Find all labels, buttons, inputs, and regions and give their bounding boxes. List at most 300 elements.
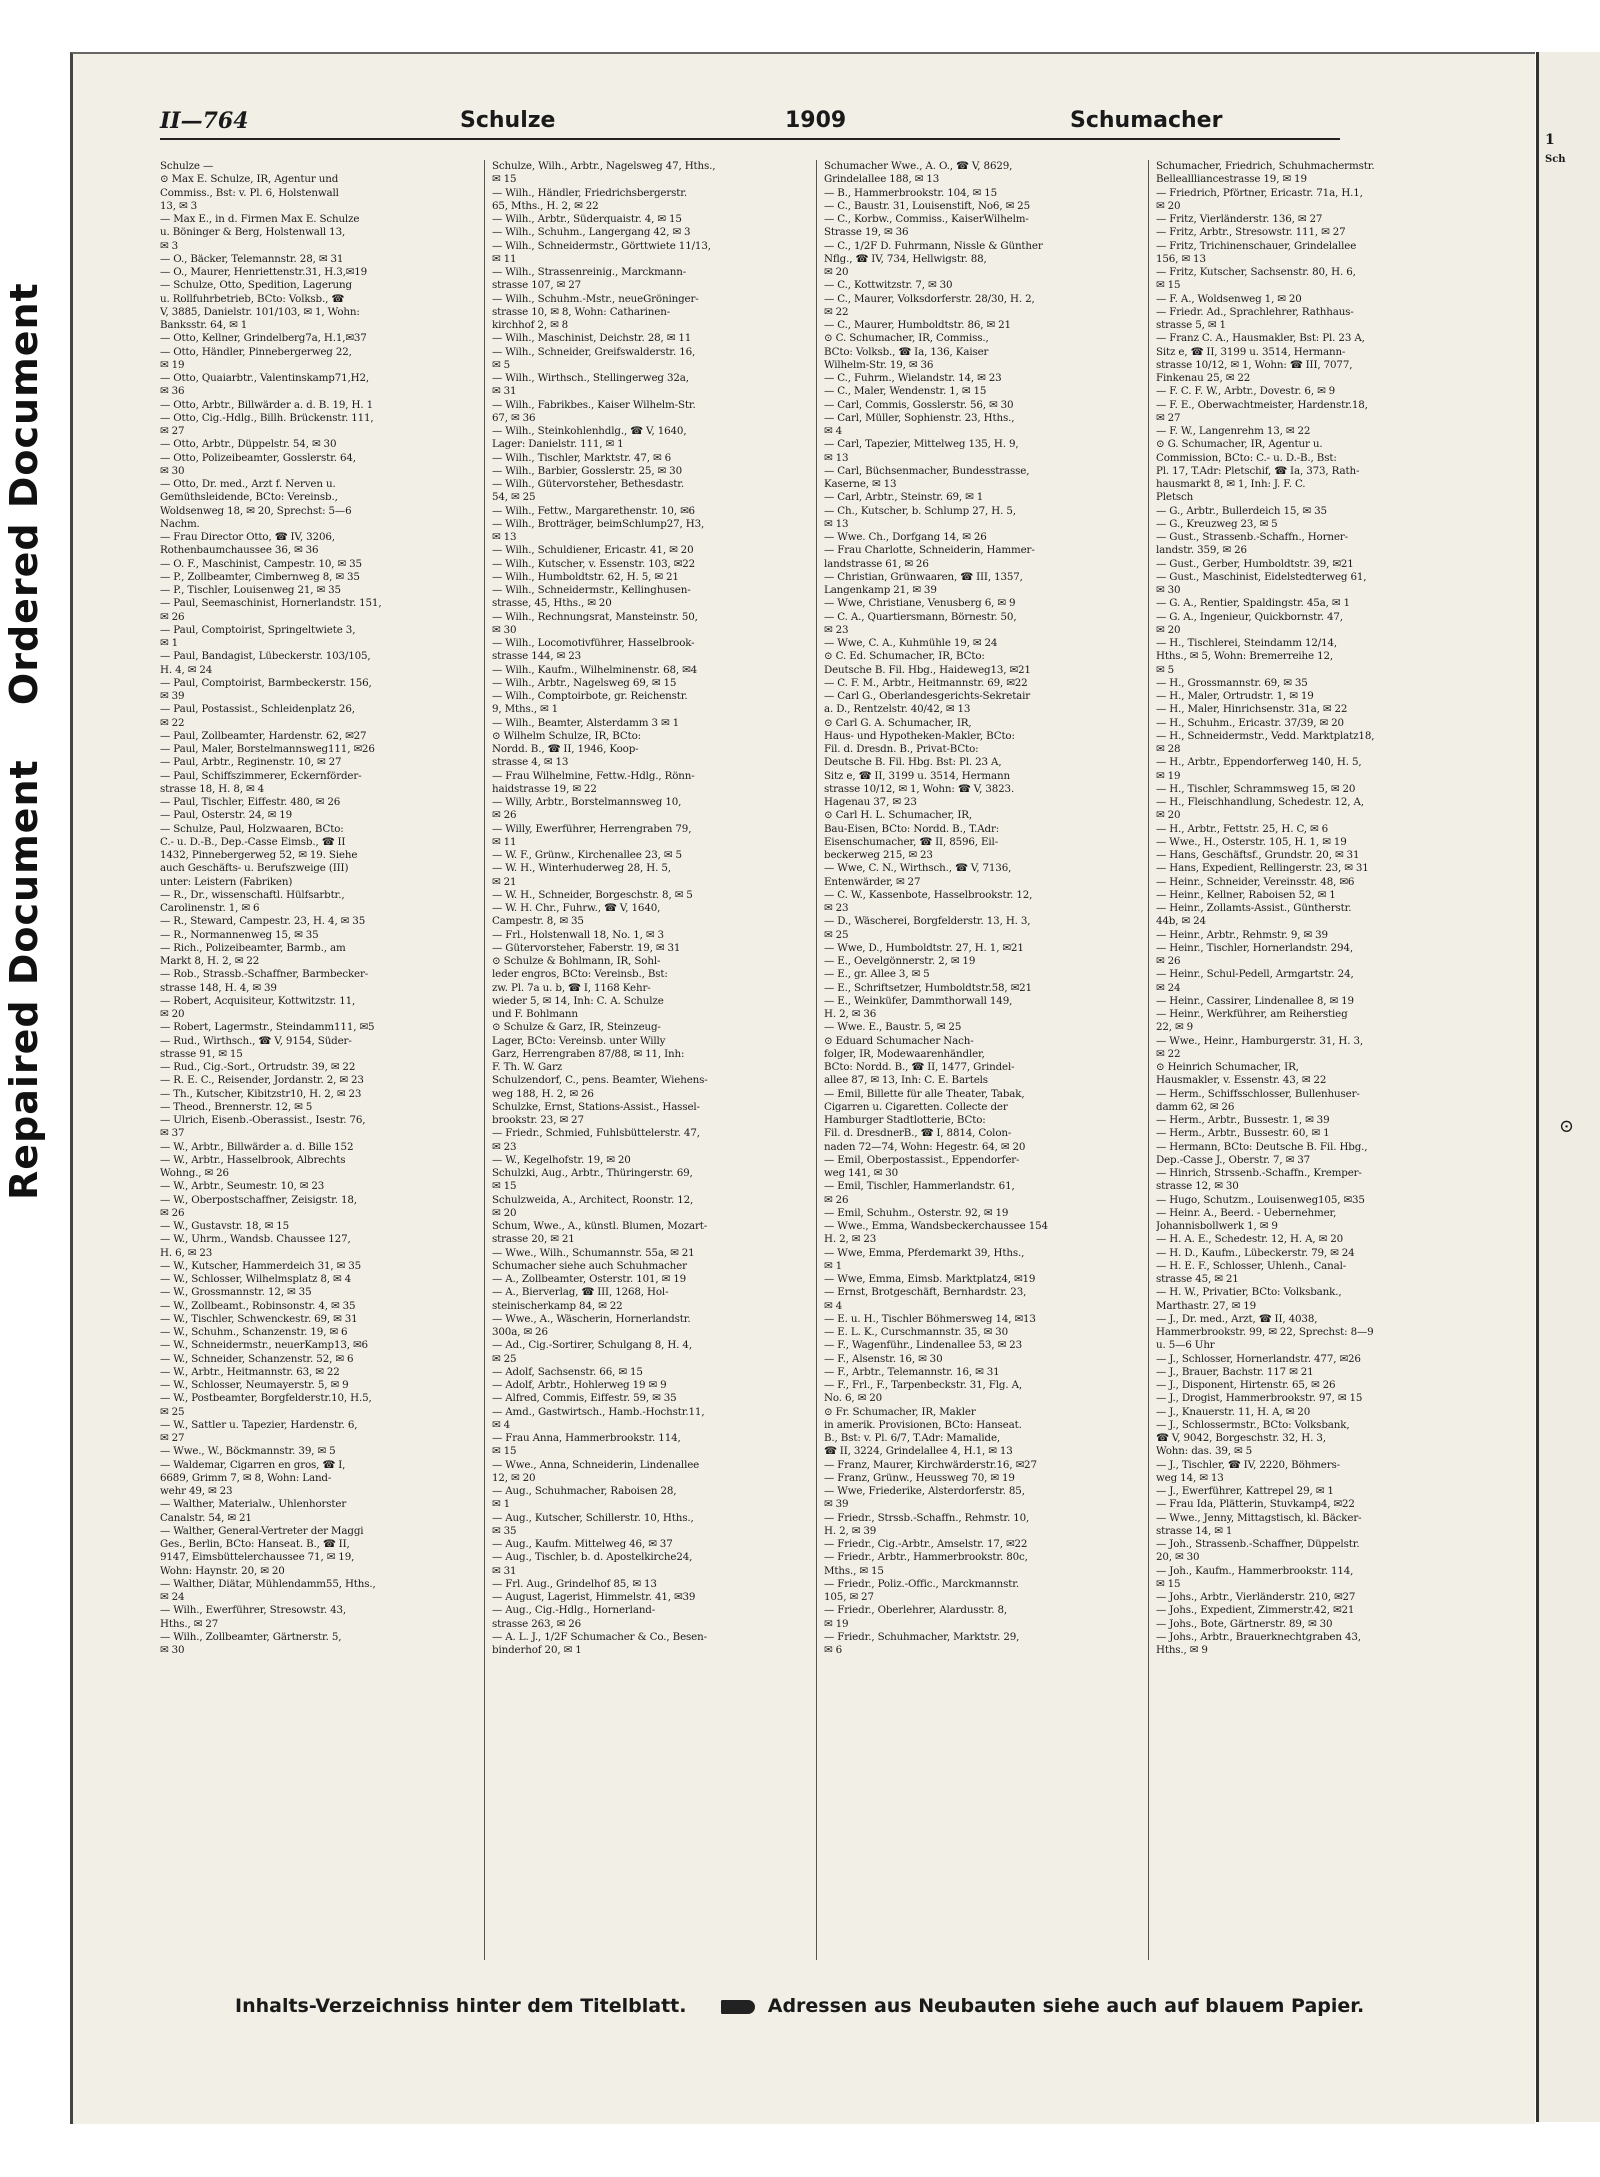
directory-entry-line: ⊙ Schulze & Bohlmann, IR, Sohl-	[492, 955, 661, 967]
directory-entry-line: — F., Arbtr., Telemannstr. 16, ✉ 31	[824, 1365, 1000, 1378]
directory-entry-line: ✉ 4	[824, 1299, 843, 1312]
directory-entry-line: ⊙ Eduard Schumacher Nach-	[824, 1034, 974, 1047]
directory-entry-line: — W., Tischler, Schwenckestr. 69, ✉ 31	[160, 1312, 358, 1325]
directory-entry-line: ✉ 1	[492, 1498, 511, 1511]
directory-entry-line: — D., Wäscherei, Borgfelderstr. 13, H. 3,	[824, 915, 1031, 928]
directory-entry-line: 67, ✉ 36	[492, 411, 536, 424]
directory-entry-line: Schumacher siehe auch Schuhmacher	[492, 1259, 687, 1272]
directory-entry-line: — Walther, General-Vertreter der Maggi	[160, 1524, 364, 1537]
directory-entry-line: strasse 144, ✉ 23	[492, 650, 582, 663]
directory-entry-line: strasse 10, ✉ 8, Wohn: Catharinen-	[492, 305, 671, 318]
directory-entry-line: wieder 5, ✉ 14, Inh: C. A. Schulze	[492, 994, 664, 1007]
directory-entry-line: — Otto, Arbtr., Billwärder a. d. B. 19, H. 1	[160, 398, 373, 411]
directory-entry-line: — Emil, Oberpostassist., Eppendorfer-	[824, 1153, 1020, 1166]
directory-entry-line: — Wilh., Schneidermstr., Görttwiete 11/13,	[492, 239, 711, 252]
directory-entry-line: strasse 18, H. 8, ✉ 4	[160, 782, 264, 795]
directory-entry-line: — Otto, Arbtr., Düppelstr. 54, ✉ 30	[160, 438, 337, 451]
directory-entry-line: ✉ 13	[824, 451, 849, 464]
directory-entry-line: und F. Bohlmann	[492, 1008, 578, 1020]
directory-entry-line: — Alfred, Commis, Eiffestr. 59, ✉ 35	[492, 1392, 677, 1405]
directory-entry-line: Schulzendorf, C., pens. Beamter, Wiehens-	[492, 1074, 708, 1087]
directory-entry-line: 156, ✉ 13	[1156, 252, 1206, 265]
directory-entry-line: — J., Ewerführer, Kattrepel 29, ✉ 1	[1156, 1485, 1334, 1497]
directory-entry-line: — Emil, Schuhm., Osterstr. 92, ✉ 19	[824, 1206, 1009, 1219]
header-right-name: Schumacher	[1070, 108, 1223, 133]
directory-entry-line: ☎ V, 9042, Borgeschstr. 32, H. 3,	[1156, 1432, 1326, 1444]
directory-entry-line: Grindelallee 188, ✉ 13	[824, 173, 940, 186]
directory-entry-line: ✉ 4	[824, 425, 843, 437]
directory-entry-line: — Ernst, Brotgeschäft, Bernhardstr. 23,	[824, 1286, 1027, 1299]
directory-entry-line: Hths., ✉ 27	[160, 1617, 219, 1630]
directory-entry-line: — C., Fuhrm., Wielandstr. 14, ✉ 23	[824, 372, 1002, 384]
directory-entry-line: strasse 14, ✉ 1	[1156, 1524, 1233, 1537]
directory-entry-line: — Th., Kutscher, Kibitzstr10, H. 2, ✉ 23	[160, 1087, 362, 1100]
directory-entry-line: — Heinr., Schul-Pedell, Armgartstr. 24,	[1156, 968, 1354, 981]
column-divider	[816, 160, 817, 1960]
page-footer	[235, 1995, 1435, 2025]
directory-entry-line: — Aug., Tischler, b. d. Apostelkirche24,	[492, 1551, 693, 1564]
directory-entry-line: — Friedr. Ad., Sprachlehrer, Rathhaus-	[1156, 305, 1354, 318]
directory-entry-line: — Hans, Expedient, Rellingerstr. 23, ✉ 31	[1156, 862, 1369, 875]
directory-entry-line: — G., Arbtr., Bullerdeich 15, ✉ 35	[1156, 504, 1327, 517]
directory-entry-line: — Wilh., Schneidermstr., Kellinghusen-	[492, 584, 691, 596]
directory-entry-line: — Wilh., Kutscher, v. Essenstr. 103, ✉22	[492, 557, 695, 570]
directory-entry-line: — J., Schlossermstr., BCto: Volksbank,	[1156, 1418, 1350, 1431]
directory-entry-line: — W., Kutscher, Hammerdeich 31, ✉ 35	[160, 1259, 362, 1272]
directory-entry-line: ✉ 30	[492, 623, 517, 636]
directory-entry-line: — Wilh., Kaufm., Wilhelminenstr. 68, ✉4	[492, 663, 698, 676]
directory-entry-line: ✉ 26	[1156, 955, 1181, 967]
directory-entry-line: — Heinr., Werkführer, am Reiherstieg	[1156, 1008, 1348, 1020]
directory-entry-line: — Frau Charlotte, Schneiderin, Hammer-	[824, 544, 1035, 557]
directory-entry-line: Schum, Wwe., A., künstl. Blumen, Mozart-	[492, 1220, 708, 1232]
directory-entry-line: ✉ 20	[1156, 623, 1181, 636]
directory-entry-line: Sitz e, ☎ II, 3199 u. 3514, Hermann-	[1156, 345, 1346, 358]
directory-entry-line: — Fritz, Vierländerstr. 136, ✉ 27	[1156, 213, 1323, 225]
directory-entry-line: ✉ 23	[492, 1140, 517, 1153]
directory-entry-line: — E. u. H., Tischler Böhmersweg 14, ✉13	[824, 1312, 1036, 1325]
directory-entry-line: — Waldemar, Cigarren en gros, ☎ I,	[160, 1458, 346, 1471]
directory-entry-line: — F., Alsenstr. 16, ✉ 30	[824, 1352, 943, 1365]
directory-entry-line: — Rud., Cig.-Sort., Ortrudstr. 39, ✉ 22	[160, 1061, 356, 1073]
directory-entry-line: ✉ 15	[1156, 279, 1181, 292]
directory-entry-line: ✉ 37	[160, 1127, 185, 1140]
directory-entry-line: Wohng., ✉ 26	[160, 1167, 229, 1179]
directory-entry-line: — Emil, Tischler, Hammerlandstr. 61,	[824, 1180, 1015, 1193]
directory-entry-line: — W. H., Schneider, Borgeschstr. 8, ✉ 5	[492, 888, 693, 901]
directory-entry-line: Ges., Berlin, BCto: Hanseat. B., ☎ II,	[160, 1538, 350, 1550]
directory-entry-line: — Frau Director Otto, ☎ IV, 3206,	[160, 531, 335, 543]
directory-entry-line: Schulzweida, A., Architect, Roonstr. 12,	[492, 1193, 694, 1206]
directory-entry-line: — W. H., Winterhuderweg 28, H. 5,	[492, 862, 671, 875]
directory-entry-line: — Wilh., Arbtr., Nagelsweg 69, ✉ 15	[492, 676, 677, 689]
directory-entry-line: ✉ 19	[1156, 769, 1181, 782]
directory-entry-line: — Adolf, Arbtr., Hohlerweg 19 ✉ 9	[492, 1379, 667, 1391]
directory-entry-line: — C., Maurer, Humboldtstr. 86, ✉ 21	[824, 319, 1011, 331]
directory-entry-line: — Gust., Maschinist, Eidelstedterweg 61,	[1156, 570, 1367, 583]
directory-entry-line: — H., Arbtr., Fettstr. 25, H. C, ✉ 6	[1156, 822, 1329, 835]
directory-entry-line: — Wilh., Beamter, Alsterdamm 3 ✉ 1	[492, 716, 680, 729]
directory-entry-line: — Wilh., Schuhm., Langergang 42, ✉ 3	[492, 226, 691, 239]
directory-entry-line: — Rob., Strassb.-Schaffner, Barmbecker-	[160, 968, 369, 981]
directory-entry-line: ✉ 27	[160, 425, 185, 437]
directory-entry-line: — Wwe., H., Osterstr. 105, H. 1, ✉ 19	[1156, 835, 1347, 848]
directory-entry-line: — F., Frl., F., Tarpenbeckstr. 31, Flg. A,	[824, 1379, 1022, 1391]
directory-entry-line: ✉ 15	[492, 173, 517, 186]
directory-entry-line: — Herm., Arbtr., Bussestr. 60, ✉ 1	[1156, 1127, 1330, 1140]
directory-entry-line: — Wwe, Emma, Eimsb. Marktplatz4, ✉19	[824, 1273, 1036, 1285]
directory-entry-line: — Rich., Polizeibeamter, Barmb., am	[160, 941, 346, 954]
directory-entry-line: — Wilh., Schuhm.-Mstr., neueGröninger-	[492, 292, 699, 305]
directory-entry-line: beckerweg 215, ✉ 23	[824, 849, 933, 861]
stamp-repaired: Repaired Document	[2, 759, 46, 1200]
directory-entry-line: — H. E. F., Schlosser, Uhlenh., Canal-	[1156, 1259, 1347, 1272]
directory-entry-line: 20, ✉ 30	[1156, 1551, 1200, 1564]
directory-entry-line: allee 87, ✉ 13, Inh: C. E. Bartels	[824, 1074, 988, 1087]
column-2	[492, 160, 810, 1970]
directory-entry-line: — Paul, Zollbeamter, Hardenstr. 62, ✉27	[160, 729, 367, 742]
directory-entry-line: — Joh., Kaufm., Hammerbrookstr. 114,	[1156, 1564, 1354, 1577]
directory-entry-line: — Gust., Strassenb.-Schaffn., Horner-	[1156, 531, 1348, 543]
directory-entry-line: — Johs., Arbtr., Vierländerstr. 210, ✉27	[1156, 1591, 1356, 1603]
directory-entry-line: — Wwe, Christiane, Venusberg 6, ✉ 9	[824, 597, 1016, 610]
page-header	[160, 108, 1340, 140]
directory-entry-line: — H., Schneidermstr., Vedd. Marktplatz18,	[1156, 729, 1375, 742]
directory-entry-line: — Hans, Geschäftsf., Grundstr. 20, ✉ 31	[1156, 849, 1360, 861]
directory-entry-line: — W. F., Grünw., Kirchenallee 23, ✉ 5	[492, 849, 682, 861]
directory-entry-line: — C., Korbw., Commiss., KaiserWilhelm-	[824, 213, 1029, 225]
directory-entry-line: ✉ 13	[492, 531, 517, 543]
directory-entry-line: ⊙ Carl G. A. Schumacher, IR,	[824, 716, 972, 729]
directory-entry-line: a. D., Rentzelstr. 40/42, ✉ 13	[824, 703, 971, 716]
directory-entry-line: Marthastr. 27, ✉ 19	[1156, 1299, 1257, 1312]
directory-entry-line: F. Th. W. Garz	[492, 1061, 563, 1073]
directory-entry-line: ✉ 31	[492, 385, 517, 398]
directory-entry-line: — Carl, Büchsenmacher, Bundesstrasse,	[824, 464, 1030, 477]
directory-entry-line: — R., Steward, Campestr. 23, H. 4, ✉ 35	[160, 915, 366, 928]
directory-entry-line: — Wwe, C. N., Wirthsch., ☎ V, 7136,	[824, 862, 1012, 875]
directory-entry-line: landstr. 359, ✉ 26	[1156, 544, 1247, 557]
directory-entry-line: strasse 107, ✉ 27	[492, 279, 582, 292]
directory-entry-line: — W., Arbtr., Seumestr. 10, ✉ 23	[160, 1180, 325, 1193]
directory-entry-line: Deutsche B. Fil. Hbg., Haideweg13, ✉21	[824, 663, 1031, 676]
directory-entry-line: — Paul, Arbtr., Reginenstr. 10, ✉ 27	[160, 756, 342, 769]
directory-entry-line: — C. A., Quartiersmann, Börnestr. 50,	[824, 610, 1017, 623]
directory-entry-line: binderhof 20, ✉ 1	[492, 1644, 582, 1656]
directory-entry-line: — Paul, Tischler, Eiffestr. 480, ✉ 26	[160, 796, 341, 808]
directory-entry-line: — W., Zollbeamt., Robinsonstr. 4, ✉ 35	[160, 1299, 356, 1312]
directory-entry-line: BCto: Nordd. B., ☎ II, 1477, Grindel-	[824, 1061, 1015, 1073]
directory-entry-line: strasse, 45, Hths., ✉ 20	[492, 597, 612, 610]
directory-entry-line: — H. D., Kaufm., Lübeckerstr. 79, ✉ 24	[1156, 1246, 1355, 1259]
directory-entry-line: ✉ 25	[160, 1405, 185, 1418]
directory-entry-line: — Willy, Arbtr., Borstelmannsweg 10,	[492, 796, 682, 808]
directory-entry-line: — C., 1/2F D. Fuhrmann, Nissle & Günther	[824, 239, 1043, 252]
directory-entry-line: — Paul, Maler, Borstelmannsweg111, ✉26	[160, 743, 375, 755]
directory-entry-line: — Max E., in d. Firmen Max E. Schulze	[160, 213, 360, 225]
directory-entry-line: — Friedr., Arbtr., Hammerbrookstr. 80c,	[824, 1551, 1028, 1564]
directory-entry-line: ⊙ Schulze & Garz, IR, Steinzeug-	[492, 1021, 661, 1034]
directory-entry-line: — E. L. K., Curschmannstr. 35, ✉ 30	[824, 1326, 1008, 1338]
directory-entry-line: — Aug., Kaufm. Mittelweg 46, ✉ 37	[492, 1538, 673, 1550]
directory-entry-line: 9, Mths., ✉ 1	[492, 703, 559, 716]
directory-entry-line: ⊙ C. Schumacher, IR, Commiss.,	[824, 332, 989, 345]
directory-entry-line: — A., Zollbeamter, Osterstr. 101, ✉ 19	[492, 1273, 687, 1285]
directory-entry-line: — Wilh., Gütervorsteher, Bethesdastr.	[492, 478, 685, 490]
directory-entry-line: — Paul, Bandagist, Lübeckerstr. 103/105,	[160, 650, 371, 663]
column-divider	[1148, 160, 1149, 1960]
directory-entry-line: — August, Lagerist, Himmelstr. 41, ✉39	[492, 1591, 696, 1603]
directory-entry-line: ✉ 4	[492, 1418, 511, 1431]
directory-entry-line: — Herm., Schiffsschlosser, Bullenhuser-	[1156, 1087, 1360, 1100]
directory-entry-line: Canalstr. 54, ✉ 21	[160, 1511, 252, 1524]
directory-entry-line: — Herm., Arbtr., Bussestr. 1, ✉ 39	[1156, 1114, 1330, 1126]
directory-entry-line: Entenwärder, ✉ 27	[824, 875, 921, 888]
directory-entry-line: ⊙ Wilhelm Schulze, IR, BCto:	[492, 729, 641, 742]
directory-entry-line: — Fritz, Kutscher, Sachsenstr. 80, H. 6,	[1156, 266, 1356, 278]
directory-entry-line: Markt 8, H. 2, ✉ 22	[160, 955, 260, 967]
next-page-heading: 1	[1545, 132, 1555, 148]
directory-entry-line: 6689, Grimm 7, ✉ 8, Wohn: Land-	[160, 1471, 332, 1484]
directory-entry-line: — J., Drogist, Hammerbrookstr. 97, ✉ 15	[1156, 1392, 1363, 1405]
directory-entry-line: u. Rollfuhrbetrieb, BCto: Volksb., ☎	[160, 292, 345, 305]
directory-entry-line: — Franz, Grünw., Heussweg 70, ✉ 19	[824, 1471, 1015, 1484]
directory-entry-line: ✉ 36	[160, 385, 185, 398]
directory-entry-line: — F. W., Langenrehm 13, ✉ 22	[1156, 425, 1311, 437]
directory-entry-line: — Wwe., Wilh., Schumannstr. 55a, ✉ 21	[492, 1246, 695, 1259]
directory-entry-line: — Rud., Wirthsch., ☎ V, 9154, Süder-	[160, 1034, 352, 1047]
directory-entry-line: — O., Maurer, Henriettenstr.31, H.3,✉19	[160, 266, 368, 278]
directory-entry-line: Hamburger Stadtlotterie, BCto:	[824, 1114, 986, 1126]
directory-entry-line: ✉ 30	[160, 1644, 185, 1656]
directory-entry-line: ⊙ Carl H. L. Schumacher, IR,	[824, 809, 973, 822]
directory-entry-line: strasse 20, ✉ 21	[492, 1233, 575, 1246]
directory-entry-line: — E., Weinküfer, Dammthorwall 149,	[824, 994, 1013, 1007]
directory-entry-line: strasse 263, ✉ 26	[492, 1617, 582, 1630]
directory-entry-line: Nflg., ☎ IV, 734, Hellwigstr. 88,	[824, 252, 987, 265]
directory-entry-line: — Wwe., W., Böckmannstr. 39, ✉ 5	[160, 1445, 336, 1458]
directory-entry-line: — W., Arbtr., Heitmannstr. 63, ✉ 22	[160, 1365, 340, 1378]
directory-entry-line: Gemüthsleidende, BCto: Vereinsb.,	[160, 491, 338, 504]
next-page-mark: ⊙	[1559, 1116, 1575, 1137]
directory-entry-line: — Wwe, Friederike, Alsterdorferstr. 85,	[824, 1485, 1025, 1497]
directory-entry-line: Finkenau 25, ✉ 22	[1156, 372, 1251, 384]
directory-entry-line: ✉ 20	[824, 266, 849, 278]
directory-entry-line: — H., Arbtr., Eppendorferweg 140, H. 5,	[1156, 756, 1362, 769]
directory-entry-line: — Wwe., A., Wäscherin, Hornerlandstr.	[492, 1312, 691, 1325]
directory-entry-line: ✉ 22	[1156, 1047, 1181, 1060]
directory-entry-line: ✉ 24	[1156, 981, 1181, 994]
directory-entry-line: Strasse 19, ✉ 36	[824, 226, 909, 239]
directory-entry-line: ⊙ C. Ed. Schumacher, IR, BCto:	[824, 650, 985, 663]
directory-entry-line: — Frau Ida, Plätterin, Stuvkamp4, ✉22	[1156, 1498, 1355, 1511]
directory-entry-line: — W., Kegelhofstr. 19, ✉ 20	[492, 1153, 631, 1166]
directory-entry-line: ⊙ Heinrich Schumacher, IR,	[1156, 1061, 1299, 1073]
directory-entry-line: 105, ✉ 27	[824, 1591, 874, 1603]
directory-entry-line: — Johs., Arbtr., Brauerknechtgraben 43,	[1156, 1630, 1361, 1643]
directory-entry-line: ✉ 31	[492, 1564, 517, 1577]
directory-entry-line: — J., Knauerstr. 11, H. A, ✉ 20	[1156, 1405, 1311, 1418]
header-left-name: Schulze	[460, 108, 556, 133]
directory-entry-line: — J., Brauer, Bachstr. 117 ✉ 21	[1156, 1365, 1314, 1378]
directory-entry-line: — R., Dr., wissenschaftl. Hülfsarbtr.,	[160, 888, 345, 901]
directory-entry-line: Wohn: Haynstr. 20, ✉ 20	[160, 1564, 285, 1577]
column-1	[160, 160, 478, 1970]
directory-entry-line: — Fritz, Trichinenschauer, Grindelallee	[1156, 239, 1357, 252]
directory-entry-line: ✉ 20	[160, 1008, 185, 1020]
directory-entry-line: Hausmakler, v. Essenstr. 43, ✉ 22	[1156, 1074, 1327, 1087]
directory-entry-line: — W., Schneidermstr., neuerKamp13, ✉6	[160, 1339, 368, 1352]
directory-entry-line: Pl. 17, T.Adr: Pletschif, ☎ Ia, 373, Rath-	[1156, 464, 1360, 477]
directory-entry-line: — Wwe. Ch., Dorfgang 14, ✉ 26	[824, 531, 987, 543]
directory-entry-line: — Ulrich, Eisenb.-Oberassist., Isestr. 76,	[160, 1114, 366, 1126]
directory-entry-line: 13, ✉ 3	[160, 199, 198, 212]
directory-entry-line: — J., Disponent, Hirtenstr. 65, ✉ 26	[1156, 1379, 1336, 1391]
directory-entry-line: — Aug., Kutscher, Schillerstr. 10, Hths.,	[492, 1511, 694, 1524]
directory-entry-line: 300a, ✉ 26	[492, 1326, 548, 1338]
side-stamp	[2, 200, 46, 1200]
directory-entry-line: ✉ 26	[160, 610, 185, 623]
directory-entry-line: — Schulze, Otto, Spedition, Lagerung	[160, 279, 352, 292]
directory-entry-line: — W., Gustavstr. 18, ✉ 15	[160, 1220, 290, 1232]
directory-entry-line: ✉ 35	[492, 1524, 517, 1537]
directory-entry-line: Commission, BCto: C.- u. D.-B., Bst:	[1156, 451, 1337, 464]
directory-entry-line: Hammerbrookstr. 99, ✉ 22, Sprechst: 8—9	[1156, 1326, 1374, 1338]
directory-entry-line: — H., Tischlerei, Steindamm 12/14,	[1156, 637, 1338, 649]
directory-entry-line: — Paul, Comptoirist, Springeltwiete 3,	[160, 623, 356, 636]
directory-entry-line: strasse 5, ✉ 1	[1156, 319, 1226, 331]
directory-entry-line: — W., Schlosser, Wilhelmsplatz 8, ✉ 4	[160, 1273, 352, 1285]
directory-entry-line: — Ch., Kutscher, b. Schlump 27, H. 5,	[824, 504, 1016, 517]
directory-entry-line: ✉ 25	[492, 1352, 517, 1365]
directory-entry-line: — Wilh., Händler, Friedrichsbergerstr.	[492, 186, 688, 199]
directory-entry-line: ✉ 15	[1156, 1577, 1181, 1590]
directory-entry-line: ✉ 5	[492, 358, 511, 371]
directory-entry-line: — C., Kottwitzstr. 7, ✉ 30	[824, 279, 953, 292]
directory-entry-line: — Wilh., Maschinist, Deichstr. 28, ✉ 11	[492, 332, 692, 345]
directory-entry-line: 1432, Pinnebergerweg 52, ✉ 19. Siehe	[160, 849, 358, 861]
directory-entry-line: ✉ 22	[824, 305, 849, 318]
directory-entry-line: 9147, Eimsbüttelerchaussee 71, ✉ 19,	[160, 1551, 355, 1564]
directory-entry-line: strasse 12, ✉ 30	[1156, 1180, 1239, 1193]
directory-entry-line: — Friedr., Strssb.-Schaffn., Rehmstr. 10,	[824, 1511, 1030, 1524]
header-year: 1909	[785, 108, 847, 133]
directory-entry-line: — R., Normannenweg 15, ✉ 35	[160, 928, 319, 941]
directory-entry-line: — H., Schuhm., Ericastr. 37/39, ✉ 20	[1156, 716, 1344, 729]
directory-entry-line: — Wilh., Brotträger, beimSchlump27, H3,	[492, 517, 705, 530]
directory-entry-line: — Wwe, Emma, Pferdemarkt 39, Hths.,	[824, 1246, 1025, 1259]
directory-entry-line: Carolinenstr. 1, ✉ 6	[160, 902, 260, 914]
directory-entry-line: — W., Schlosser, Neumayerstr. 5, ✉ 9	[160, 1379, 349, 1391]
next-page-edge	[1536, 52, 1600, 2122]
column-divider	[484, 160, 485, 1960]
directory-entry-line: brookstr. 23, ✉ 27	[492, 1114, 584, 1126]
directory-entry-line: u. Böninger & Berg, Holstenwall 13,	[160, 226, 346, 239]
directory-entry-line: — Otto, Dr. med., Arzt f. Nerven u.	[160, 478, 336, 490]
directory-entry-line: ⊙ G. Schumacher, IR, Agentur u.	[1156, 438, 1323, 451]
directory-entry-line: — H., Grossmannstr. 69, ✉ 35	[1156, 676, 1308, 689]
directory-entry-line: — J., Dr. med., Arzt, ☎ II, 4038,	[1156, 1312, 1318, 1325]
column-3	[824, 160, 1142, 1970]
directory-entry-line: Bau-Eisen, BCto: Nordd. B., T.Adr:	[824, 822, 1000, 835]
directory-entry-line: — W. H. Chr., Fuhrw., ☎ V, 1640,	[492, 902, 661, 914]
directory-entry-line: Schulze, Wilh., Arbtr., Nagelsweg 47, Hths.,	[492, 160, 716, 172]
directory-entry-line: Hths., ✉ 9	[1156, 1644, 1208, 1656]
directory-entry-line: kirchhof 2, ✉ 8	[492, 319, 569, 331]
directory-entry-line: Mths., ✉ 15	[824, 1564, 884, 1577]
directory-entry-line: Langenkamp 21, ✉ 39	[824, 584, 937, 596]
directory-entry-line: — Paul, Comptoirist, Barmbeckerstr. 156,	[160, 676, 372, 689]
directory-entry-line: — Wilh., Schuldiener, Ericastr. 41, ✉ 20	[492, 544, 694, 557]
directory-entry-line: ✉ 1	[824, 1259, 843, 1272]
stamp-ordered: Ordered Document	[2, 282, 46, 706]
directory-entry-line: — Hermann, BCto: Deutsche B. Fil. Hbg.,	[1156, 1140, 1368, 1153]
directory-entry-line: ✉ 23	[824, 623, 849, 636]
directory-entry-line: H. 4, ✉ 24	[160, 663, 213, 676]
directory-entry-line: — Heinr., Arbtr., Rehmstr. 9, ✉ 39	[1156, 928, 1328, 941]
directory-entry-line: — Wilh., Steinkohlenhdlg., ☎ V, 1640,	[492, 425, 687, 437]
directory-entry-line: Lager, BCto: Vereinsb. unter Willy	[492, 1034, 666, 1047]
directory-entry-line: naden 72—74, Wohn: Hegestr. 64, ✉ 20	[824, 1140, 1026, 1153]
directory-entry-line: — Wilh., Strassenreinig., Marckmann-	[492, 266, 687, 278]
directory-entry-line: — Heinr., Schneider, Vereinsstr. 48, ✉6	[1156, 875, 1355, 888]
directory-entry-line: — Walther, Materialw., Uhlenhorster	[160, 1498, 347, 1511]
directory-entry-line: — W., Grossmannstr. 12, ✉ 35	[160, 1286, 312, 1299]
directory-entry-line: — R. E. C., Reisender, Jordanstr. 2, ✉ 23	[160, 1074, 364, 1087]
directory-entry-line: — Gust., Gerber, Humboldtstr. 39, ✉21	[1156, 557, 1354, 570]
directory-entry-line: ⊙ Fr. Schumacher, IR, Makler	[824, 1405, 976, 1418]
directory-entry-line: leder engros, BCto: Vereinsb., Bst:	[492, 968, 668, 981]
directory-entry-line: auch Geschäfts- u. Berufszweige (III)	[160, 862, 349, 875]
directory-entry-line: — Gütervorsteher, Faberstr. 19, ✉ 31	[492, 941, 681, 954]
directory-entry-line: Nachm.	[160, 517, 200, 530]
directory-entry-line: — Otto, Cig.-Hdlg., Billh. Brückenstr. 111,	[160, 411, 374, 424]
directory-entry-line: H. 2, ✉ 23	[824, 1233, 877, 1246]
directory-entry-line: — Theod., Brennerstr. 12, ✉ 5	[160, 1100, 313, 1113]
directory-entry-line: — W., Oberpostschaffner, Zeisigstr. 18,	[160, 1193, 357, 1206]
directory-entry-line: — Joh., Strassenb.-Schaffner, Düppelstr.	[1156, 1538, 1360, 1550]
directory-entry-line: 44b, ✉ 24	[1156, 915, 1206, 928]
directory-entry-line: Haus- und Hypotheken-Makler, BCto:	[824, 729, 1015, 742]
directory-entry-line: strasse 91, ✉ 15	[160, 1047, 243, 1060]
directory-entry-line: — C., Baustr. 31, Louisenstift, No6, ✉ 25	[824, 199, 1030, 212]
directory-entry-line: — Heinr. A., Beerd. - Uebernehmer,	[1156, 1206, 1337, 1219]
directory-entry-line: — J., Tischler, ☎ IV, 2220, Böhmers-	[1156, 1458, 1340, 1471]
directory-entry-line: haidstrasse 19, ✉ 22	[492, 782, 597, 795]
directory-entry-line: — Franz C. A., Hausmakler, Bst: Pl. 23 A,	[1156, 332, 1365, 345]
directory-entry-line: — Wilh., Humboldtstr. 62, H. 5, ✉ 21	[492, 570, 679, 583]
directory-entry-line: strasse 45, ✉ 21	[1156, 1273, 1239, 1285]
directory-entry-line: — O. F., Maschinist, Campestr. 10, ✉ 35	[160, 557, 362, 570]
directory-entry-line: — Friedr., Oberlehrer, Alardusstr. 8,	[824, 1604, 1007, 1617]
directory-entry-line: — Wwe., Jenny, Mittagstisch, kl. Bäcker-	[1156, 1511, 1362, 1524]
directory-entry-line: — Fritz, Arbtr., Stresowstr. 111, ✉ 27	[1156, 226, 1346, 239]
directory-entry-line: strasse 148, H. 4, ✉ 39	[160, 981, 277, 994]
directory-entry-line: — W., Schneider, Schanzenstr. 52, ✉ 6	[160, 1352, 354, 1365]
directory-entry-line: ✉ 39	[824, 1498, 849, 1511]
directory-entry-line: Woldsenweg 18, ✉ 20, Sprechst: 5—6	[160, 504, 352, 517]
directory-entry-line: V, 3885, Danielstr. 101/103, ✉ 1, Wohn:	[160, 305, 360, 318]
directory-entry-line: — Otto, Quaiarbtr., Valentinskamp71,H2,	[160, 372, 369, 384]
directory-entry-line: — Frl., Holstenwall 18, No. 1, ✉ 3	[492, 928, 664, 941]
directory-entry-line: — O., Bäcker, Telemannstr. 28, ✉ 31	[160, 252, 344, 265]
directory-entry-line: 65, Mths., H. 2, ✉ 22	[492, 199, 599, 212]
directory-entry-line: — Walther, Diätar, Mühlendamm55, Hths.,	[160, 1577, 376, 1590]
directory-entry-line: ✉ 20	[1156, 809, 1181, 822]
directory-entry-line: ✉ 23	[824, 902, 849, 914]
directory-entry-line: — Paul, Osterstr. 24, ✉ 19	[160, 809, 293, 822]
directory-entry-line: 54, ✉ 25	[492, 491, 536, 504]
